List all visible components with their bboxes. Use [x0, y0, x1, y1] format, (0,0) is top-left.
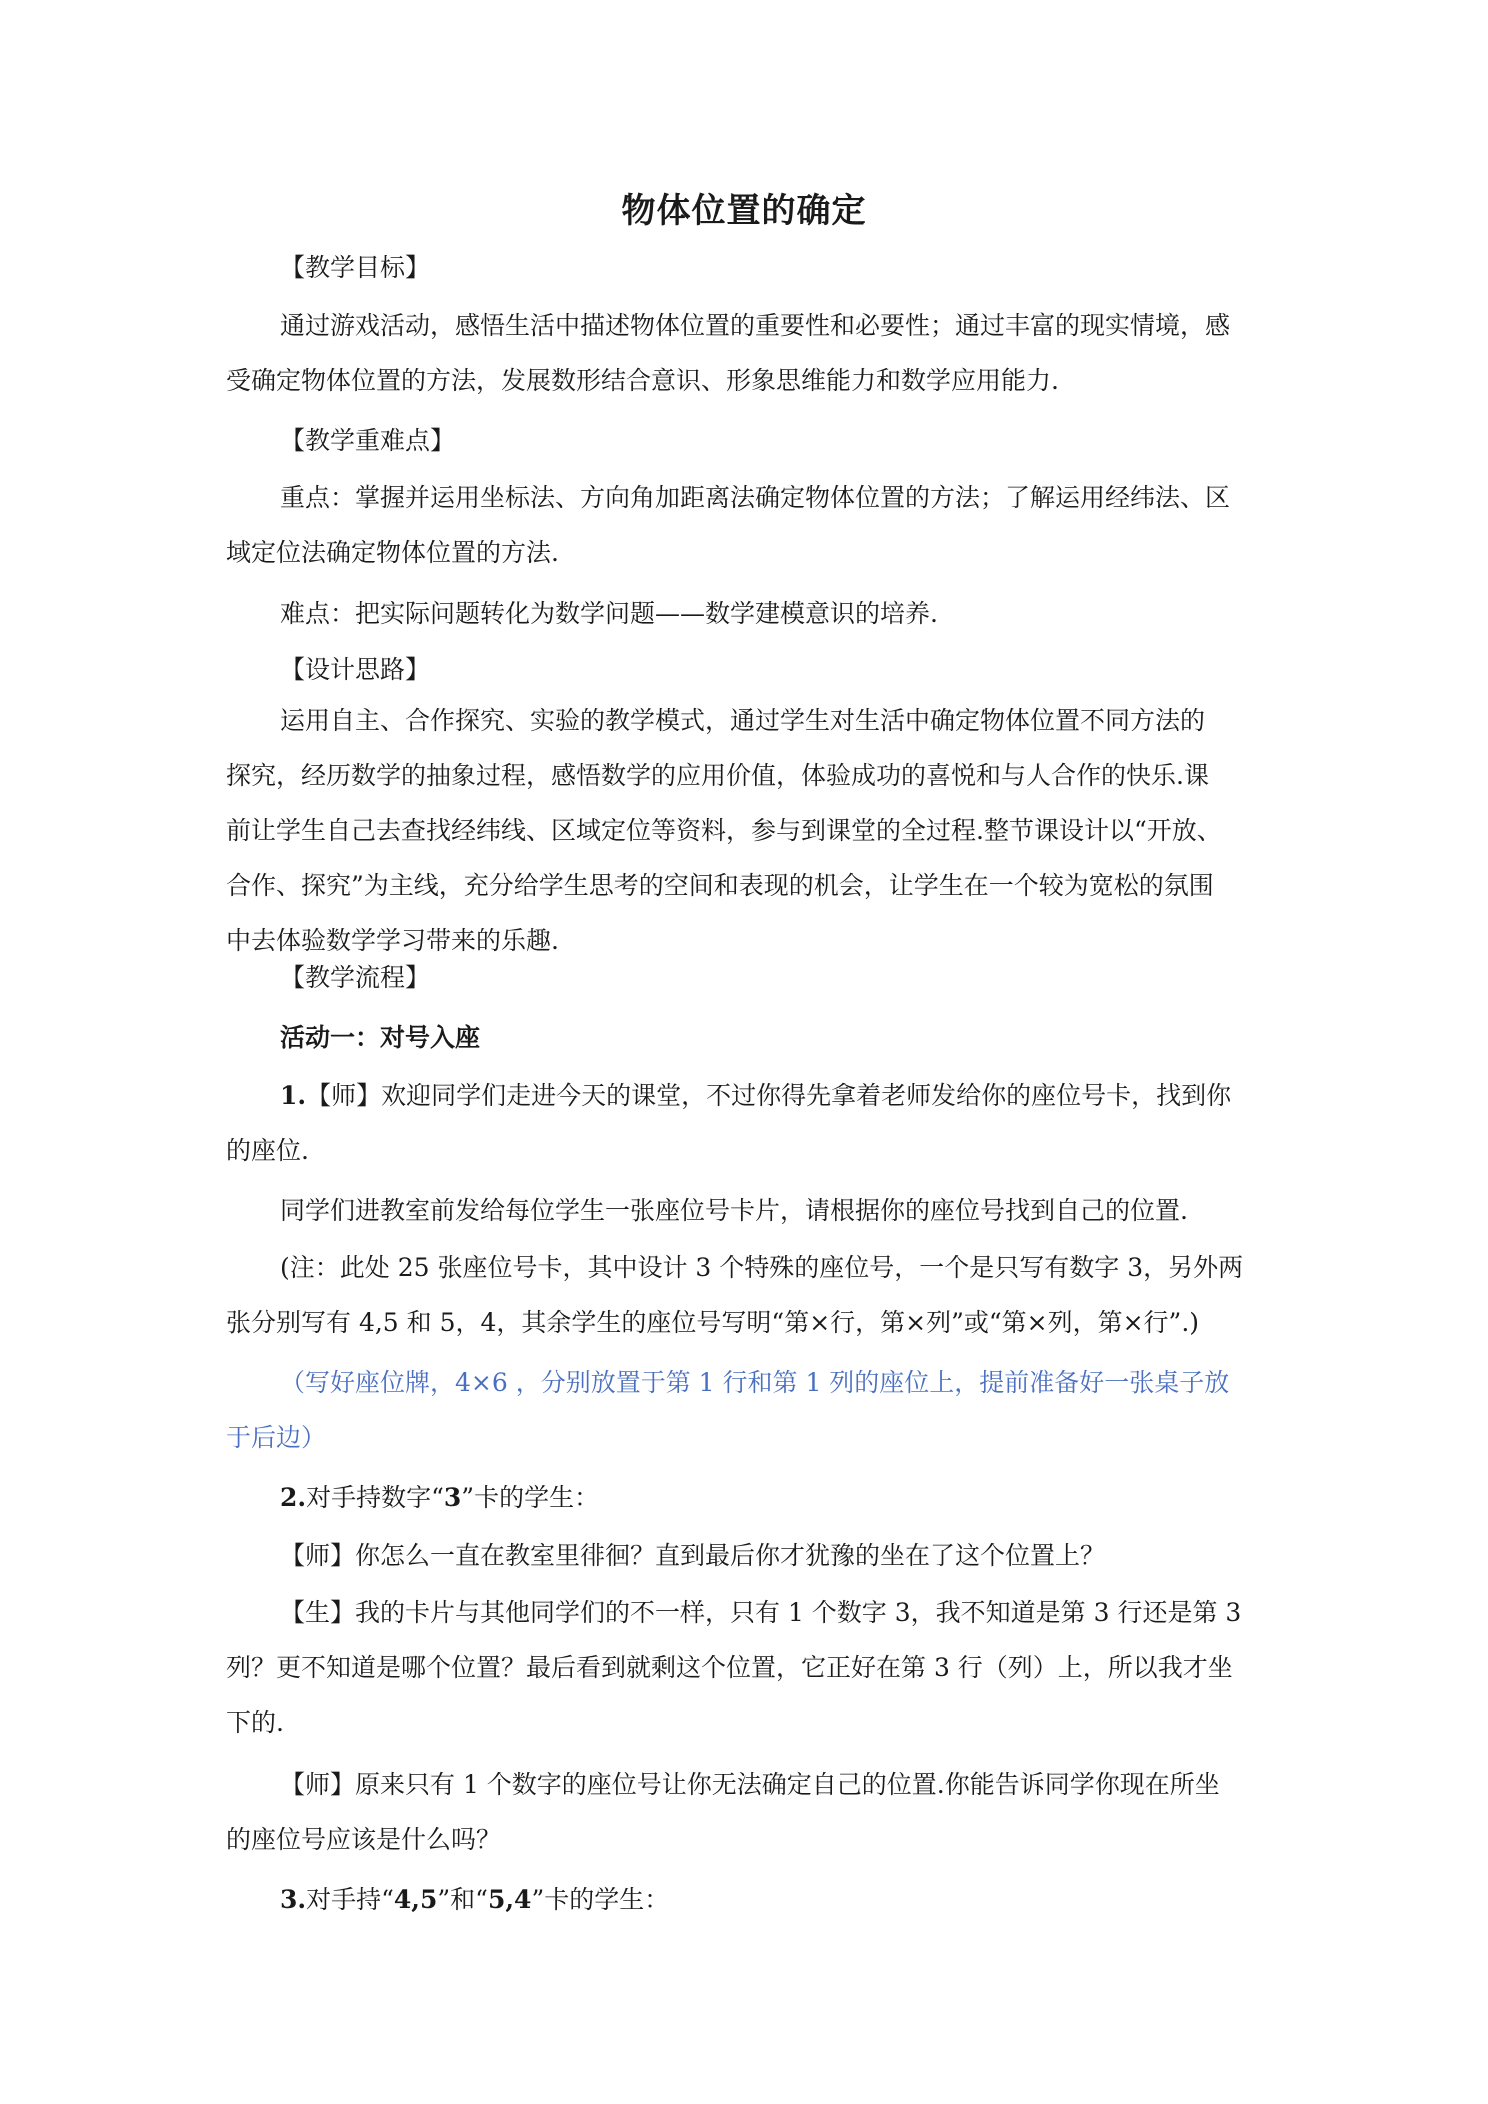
step-text: 【师】欢迎同学们走进今天的课堂，不过你得先拿着老师发给你的座位号卡，找到你: [306, 1081, 1232, 1110]
text-line: 【生】我的卡片与其他同学们的不一样，只有 1 个数字 3，我不知道是第 3 行还是第 3: [280, 1598, 1242, 1627]
design-heading: 【设计思路】: [280, 655, 431, 684]
step-text: ”和“: [437, 1885, 488, 1914]
objectives-heading: 【教学目标】: [280, 253, 431, 282]
text-line: 的座位.: [226, 1136, 309, 1165]
card-number: 4,5: [393, 1885, 438, 1914]
text-line: 合作、探究”为主线，充分给学生思考的空间和表现的机会，让学生在一个较为宽松的氛围: [226, 871, 1214, 900]
step-text: ”卡的学生：: [461, 1483, 600, 1512]
difficulty-paragraph: [226, 586, 1266, 641]
text-line: [226, 1872, 1266, 1927]
objectives-paragraph: [226, 298, 1266, 408]
text-line: 【师】原来只有 1 个数字的座位号让你无法确定自己的位置.你能告诉同学你现在所坐: [280, 1770, 1220, 1799]
teacher-question-paragraph: [226, 1528, 1266, 1583]
text-line: 难点：把实际问题转化为数学问题——数学建模意识的培养.: [280, 599, 938, 628]
activity-one-heading: 活动一：对号入座: [280, 1023, 481, 1052]
blue-note-paragraph: [226, 1355, 1266, 1465]
text-line: 【师】你怎么一直在教室里徘徊？直到最后你才犹豫的坐在了这个位置上？: [280, 1541, 1106, 1570]
page-title: 物体位置的确定: [621, 191, 867, 231]
text-line: 通过游戏活动，感悟生活中描述物体位置的重要性和必要性；通过丰富的现实情境，感: [280, 311, 1231, 340]
teacher-response-paragraph: [226, 1757, 1266, 1867]
step-number: 2.: [280, 1483, 307, 1512]
text-line: [226, 1470, 1266, 1525]
text-line: 同学们进教室前发给每位学生一张座位号卡片，请根据你的座位号找到自己的位置.: [280, 1196, 1188, 1225]
text-line: 下的.: [226, 1708, 284, 1737]
text-line: 张分别写有 4,5 和 5，4，其余学生的座位号写明“第×行，第×列”或“第×列，第×行”.): [226, 1308, 1200, 1337]
note-paragraph: [226, 1240, 1266, 1350]
text-line: 的座位号应该是什么吗？: [226, 1825, 502, 1854]
text-line: 列？更不知道是哪个位置？最后看到就剩这个位置，它正好在第 3 行（列）上，所以我才坐: [226, 1653, 1233, 1682]
step-number: 1.: [280, 1081, 307, 1110]
student-answer-paragraph: [226, 1585, 1266, 1750]
step-text: 对手持数字“: [306, 1483, 444, 1512]
text-line: 前让学生自己去查找经纬线、区域定位等资料，参与到课堂的全过程.整节课设计以“开放、: [226, 816, 1222, 845]
text-line: 中去体验数学学习带来的乐趣.: [226, 926, 559, 955]
card-number: 3: [443, 1483, 462, 1512]
step-3-paragraph: [226, 1872, 1266, 1927]
step-1-paragraph: [226, 1068, 1266, 1178]
text-line: （写好座位牌，4×6 ，分别放置于第 1 行和第 1 列的座位上，提前准备好一张桌子放: [280, 1368, 1230, 1397]
keypoints-paragraph: [226, 470, 1266, 580]
flow-heading: 【教学流程】: [280, 963, 431, 992]
text-line: [226, 1068, 1266, 1123]
step-text: ”卡的学生：: [531, 1885, 670, 1914]
seat-card-paragraph: [226, 1183, 1266, 1238]
step-2-paragraph: [226, 1470, 1266, 1525]
step-number: 3.: [280, 1885, 307, 1914]
card-number: 5,4: [487, 1885, 532, 1914]
text-line: 重点：掌握并运用坐标法、方向角加距离法确定物体位置的方法；了解运用经纬法、区: [280, 483, 1231, 512]
design-paragraph: [226, 693, 1266, 968]
text-line: 域定位法确定物体位置的方法.: [226, 538, 559, 567]
text-line: 受确定物体位置的方法，发展数形结合意识、形象思维能力和数学应用能力.: [226, 366, 1059, 395]
text-line: 探究，经历数学的抽象过程，感悟数学的应用价值，体验成功的喜悦和与人合作的快乐.课: [226, 761, 1209, 790]
text-line: 于后边）: [226, 1423, 327, 1452]
text-line: 运用自主、合作探究、实验的教学模式，通过学生对生活中确定物体位置不同方法的: [280, 706, 1206, 735]
keypoints-heading: 【教学重难点】: [280, 426, 456, 455]
step-text: 对手持“: [306, 1885, 394, 1914]
text-line: (注：此处 25 张座位号卡，其中设计 3 个特殊的座位号，一个是只写有数字 3，另外两: [280, 1253, 1244, 1282]
